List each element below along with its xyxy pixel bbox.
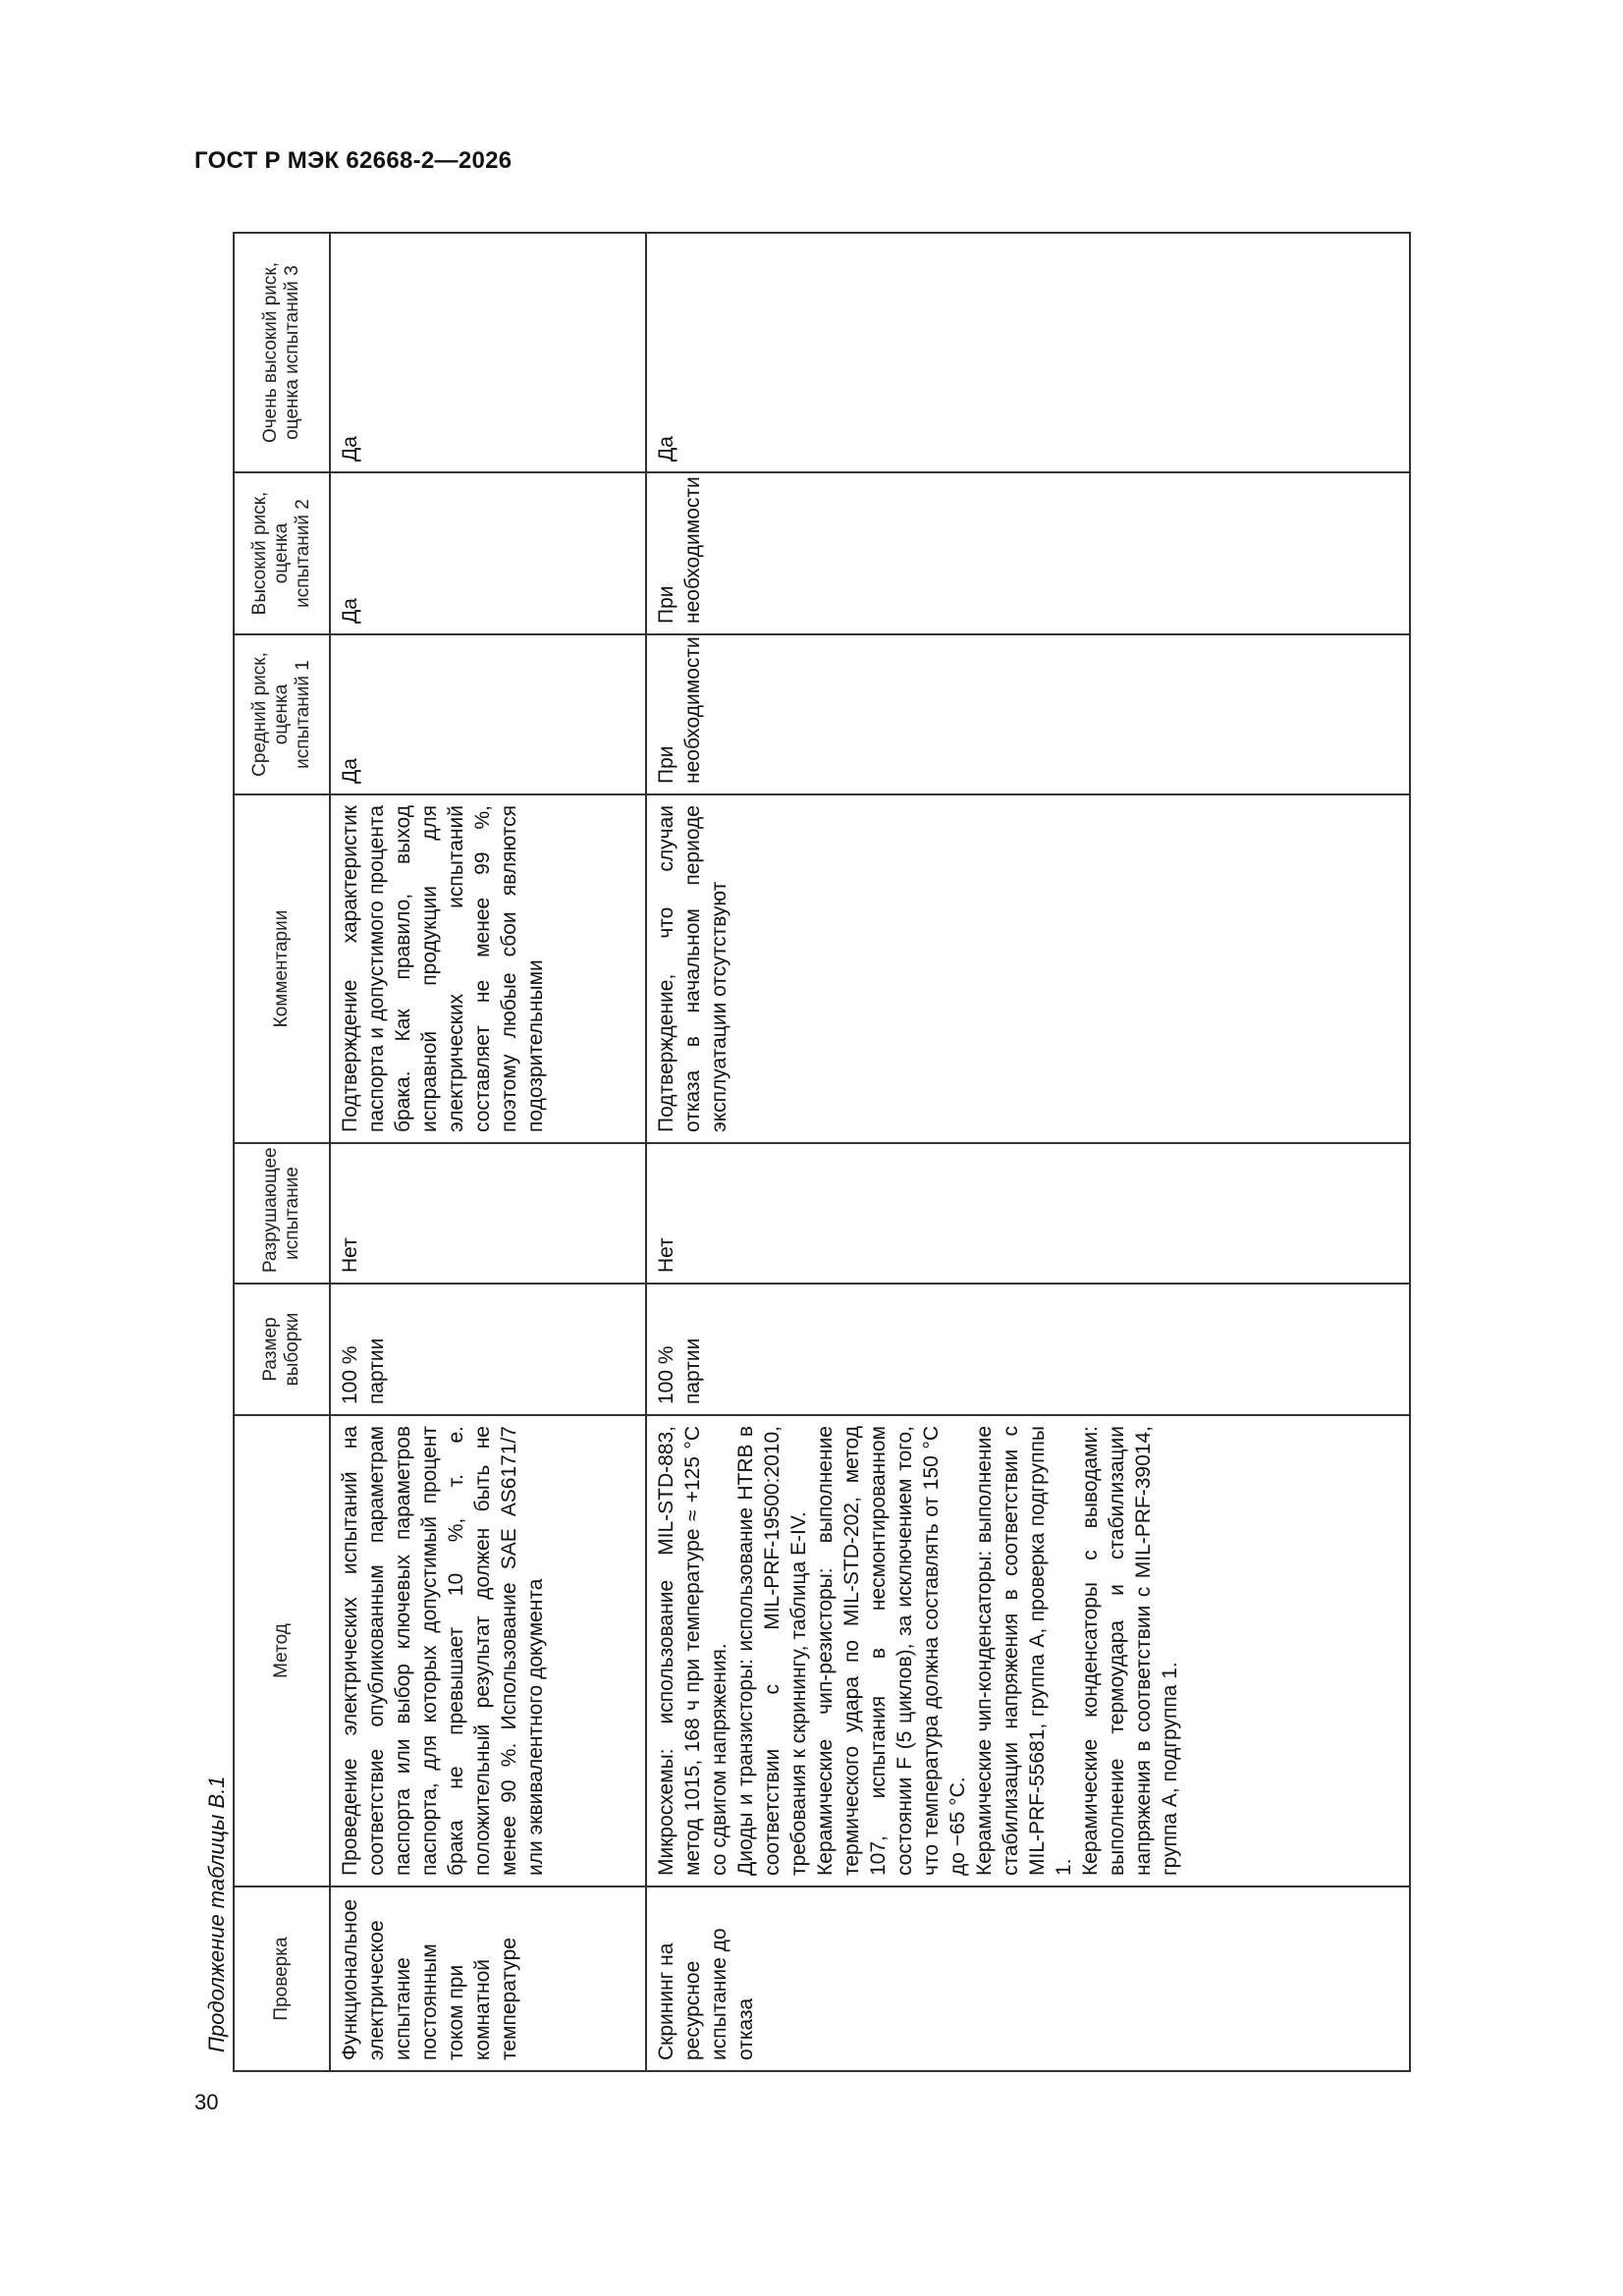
table-header-row [234, 233, 330, 2071]
table-row [646, 233, 1410, 2071]
cell-risk2: Да [330, 472, 646, 634]
method-line: Керамические конденсаторы с выводами: выполнение термоудара и стабилизации напряжения в соответствии с MIL-PRF-39014, группа А, подгруппа 1. [1079, 1426, 1181, 1876]
col-header-destructive: Разрушающее испытание [234, 1143, 330, 1284]
method-line: Микросхемы: использование MIL-STD-883, метод 1015, 168 ч при температуре ≈ +125 °С со сдвигом напряжения. [655, 1426, 730, 1876]
cell-risk2: При необходимости [646, 472, 1410, 634]
cell-check: Функциональное электрическое испытание постоянным током при комнатной температуре [330, 1886, 646, 2071]
col-header-method: Метод [234, 1415, 330, 1886]
cell-sample: 100 % партии [646, 1284, 1410, 1415]
cell-comments: Подтверждение, что случаи отказа в начальном периоде эксплуатации отсутствуют [646, 794, 1410, 1143]
method-line: Керамические чип-резисторы: выполнение термического удара по MIL-STD-202, метод 107, испытания в несмонтированном состоянии F (5 циклов), за исключением того, что температура должна составлять от 150 °С до −65 °С. [814, 1426, 969, 1876]
cell-sample: 100 % партии [330, 1284, 646, 1415]
col-header-check: Проверка [234, 1886, 330, 2071]
cell-risk3: Да [646, 233, 1410, 472]
method-line: Керамические чип-конденсаторы: выполнение стабилизации напряжения в соответствии с MIL-PRF-55681, группа А, проверка подгруппы 1. [973, 1426, 1075, 1876]
page-number: 30 [194, 2090, 219, 2114]
method-line: Диоды и транзисторы: использование HTRB в соответствии с MIL-PRF-19500:2010, требования к скринингу, таблица E-IV. [734, 1426, 810, 1876]
cell-comments: Подтверждение характеристик паспорта и допустимого процента брака. Как правило, выход исправной продукции для электрических испытаний составляет не менее 99 %, поэтому любые сбои являются подозрительными [330, 794, 646, 1143]
cell-destructive: Нет [646, 1143, 1410, 1284]
cell-risk1: Да [330, 634, 646, 794]
col-header-risk3: Очень высокий риск, оценка испытаний 3 [234, 233, 330, 472]
table-row [330, 233, 646, 2071]
rotated-table-container [233, 234, 1411, 2072]
col-header-risk1: Средний риск, оценка испытаний 1 [234, 634, 330, 794]
cell-method: Проведение электрических испытаний на соответствие опубликованным параметрам паспорта или выбор ключевых параметров паспорта, для которых допустимый процент брака не превышает 10 %, т. е. положительный результат должен быть не менее 90 %. Использование SAE AS6171/7 или эквивалентного документа [330, 1415, 646, 1886]
table-caption: Продолжение таблицы В.1 [204, 1776, 229, 2052]
cell-risk1: При необходимости [646, 634, 1410, 794]
document-header: ГОСТ Р МЭК 62668-2—2026 [194, 147, 513, 174]
cell-destructive: Нет [330, 1143, 646, 1284]
col-header-risk2: Высокий риск, оценка испытаний 2 [234, 472, 330, 634]
col-header-sample: Размер выборки [234, 1284, 330, 1415]
cell-check: Скрининг на ресурсное испытание до отказа [646, 1886, 1410, 2071]
cell-method [646, 1415, 1410, 1886]
requirements-table [233, 232, 1411, 2072]
col-header-comments: Комментарии [234, 794, 330, 1143]
cell-risk3: Да [330, 233, 646, 472]
